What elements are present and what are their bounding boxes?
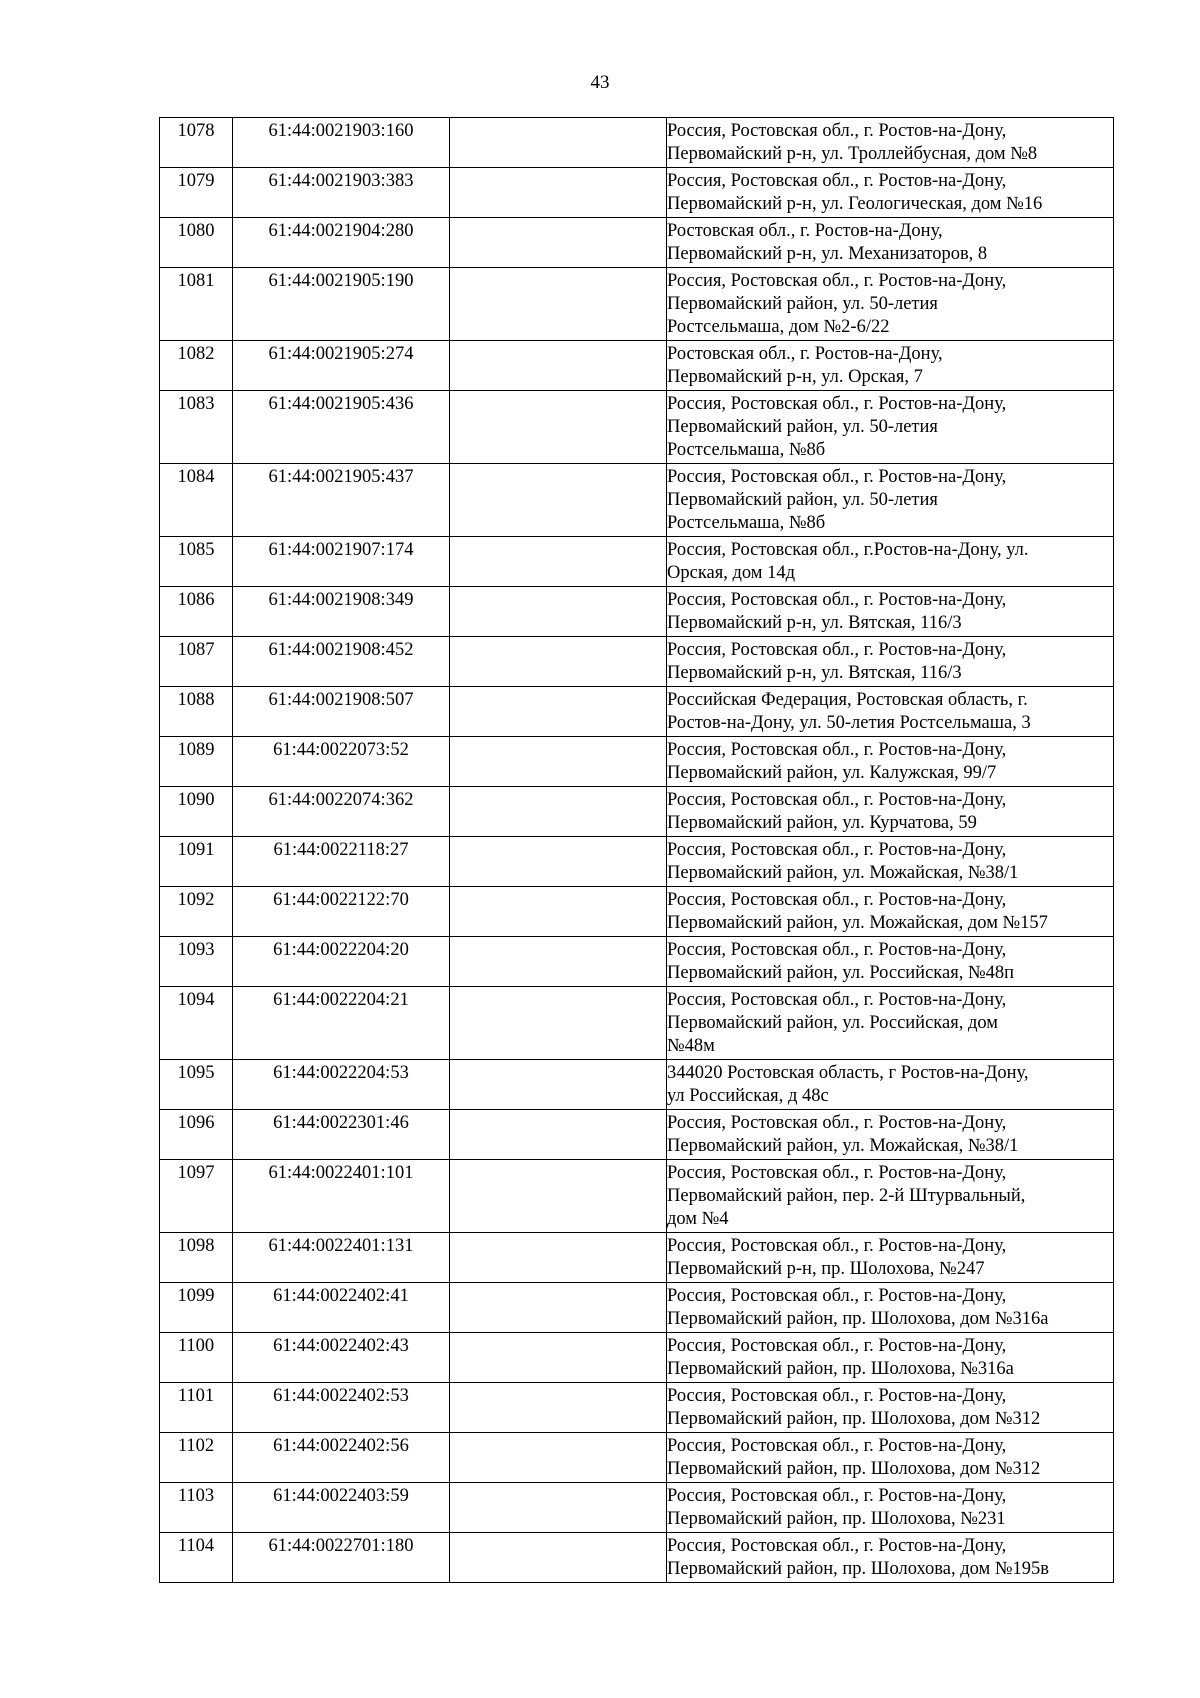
- address-cell: [667, 391, 1114, 464]
- row-number-cell: 1087: [160, 637, 233, 687]
- empty-cell: [450, 687, 667, 737]
- empty-cell: [450, 787, 667, 837]
- row-number-cell: 1080: [160, 218, 233, 268]
- table-row: [160, 1483, 1114, 1533]
- address-cell: [667, 1533, 1114, 1583]
- table-row: [160, 268, 1114, 341]
- cadastral-number-cell: 61:44:0021907:174: [233, 537, 450, 587]
- row-number-cell: 1097: [160, 1160, 233, 1233]
- address-line: Россия, Ростовская обл., г. Ростов-на-Дону,: [667, 1436, 1007, 1456]
- address-cell: [667, 1110, 1114, 1160]
- row-number-cell: 1092: [160, 887, 233, 937]
- cadastral-number-cell: 61:44:0022402:56: [233, 1433, 450, 1483]
- row-number-cell: 1091: [160, 837, 233, 887]
- cadastral-number-cell: 61:44:0022403:59: [233, 1483, 450, 1533]
- address-cell: [667, 268, 1114, 341]
- cadastral-number-cell: 61:44:0021908:507: [233, 687, 450, 737]
- address-line: Российская Федерация, Ростовская область, г.: [667, 690, 1028, 710]
- address-line: Россия, Ростовская обл., г. Ростов-на-Дону,: [667, 740, 1007, 760]
- row-number-cell: 1084: [160, 464, 233, 537]
- address-cell: [667, 464, 1114, 537]
- row-number-cell: 1085: [160, 537, 233, 587]
- empty-cell: [450, 887, 667, 937]
- empty-cell: [450, 1533, 667, 1583]
- address-line: Россия, Ростовская обл., г. Ростов-на-Дону,: [667, 990, 1007, 1010]
- address-line: Россия, Ростовская обл., г. Ростов-на-Дону,: [667, 394, 1007, 414]
- address-line: Первомайский район, ул. Российская, №48п: [667, 963, 1015, 983]
- row-number-cell: 1088: [160, 687, 233, 737]
- address-cell: [667, 341, 1114, 391]
- address-line: Первомайский район, ул. Российская, дом: [667, 1013, 998, 1033]
- address-cell: [667, 687, 1114, 737]
- empty-cell: [450, 637, 667, 687]
- table-row: [160, 1533, 1114, 1583]
- address-line: Ростов-на-Дону, ул. 50-летия Ростсельмаша, 3: [667, 713, 1031, 733]
- cadastral-number-cell: 61:44:0022204:20: [233, 937, 450, 987]
- table-row: [160, 687, 1114, 737]
- table-row: [160, 1160, 1114, 1233]
- empty-cell: [450, 1483, 667, 1533]
- address-cell: [667, 1060, 1114, 1110]
- address-line: Первомайский район, пр. Шолохова, дом №316а: [667, 1309, 1049, 1329]
- address-line: Россия, Ростовская обл., г. Ростов-на-Дону,: [667, 640, 1007, 660]
- row-number-cell: 1083: [160, 391, 233, 464]
- address-cell: [667, 1333, 1114, 1383]
- table-row: [160, 464, 1114, 537]
- empty-cell: [450, 1333, 667, 1383]
- address-line: Россия, Ростовская обл., г. Ростов-на-Дону,: [667, 890, 1007, 910]
- address-cell: [667, 787, 1114, 837]
- address-line: 344020 Ростовская область, г Ростов-на-Дону,: [667, 1063, 1029, 1083]
- cadastral-number-cell: 61:44:0022204:21: [233, 987, 450, 1060]
- address-line: Россия, Ростовская обл., г. Ростов-на-Дону,: [667, 271, 1007, 291]
- address-line: Россия, Ростовская обл., г. Ростов-на-Дону,: [667, 121, 1007, 141]
- address-line: Первомайский р-н, ул. Геологическая, дом №16: [667, 194, 1043, 214]
- address-line: Россия, Ростовская обл., г. Ростов-на-Дону,: [667, 1113, 1007, 1133]
- row-number-cell: 1086: [160, 587, 233, 637]
- table-row: [160, 987, 1114, 1060]
- address-line: Первомайский район, ул. Можайская, дом №157: [667, 913, 1048, 933]
- address-line: Ростсельмаша, №8б: [667, 440, 826, 460]
- address-line: Орская, дом 14д: [667, 563, 796, 583]
- row-number-cell: 1102: [160, 1433, 233, 1483]
- address-cell: [667, 168, 1114, 218]
- row-number-cell: 1096: [160, 1110, 233, 1160]
- empty-cell: [450, 587, 667, 637]
- address-cell: [667, 537, 1114, 587]
- address-line: Первомайский район, ул. Калужская, 99/7: [667, 763, 997, 783]
- empty-cell: [450, 837, 667, 887]
- address-line: Первомайский район, ул. 50-летия: [667, 417, 938, 437]
- cadastral-number-cell: 61:44:0022402:43: [233, 1333, 450, 1383]
- address-line: Россия, Ростовская обл., г.Ростов-на-Дону, ул.: [667, 540, 1029, 560]
- row-number-cell: 1090: [160, 787, 233, 837]
- address-line: Россия, Ростовская обл., г. Ростов-на-Дону,: [667, 790, 1007, 810]
- address-cell: [667, 737, 1114, 787]
- address-line: Россия, Ростовская обл., г. Ростов-на-Дону,: [667, 1236, 1007, 1256]
- row-number-cell: 1082: [160, 341, 233, 391]
- cadastral-number-cell: 61:44:0021908:349: [233, 587, 450, 637]
- empty-cell: [450, 268, 667, 341]
- address-line: Ростовская обл., г. Ростов-на-Дону,: [667, 344, 943, 364]
- address-line: Россия, Ростовская обл., г. Ростов-на-Дону,: [667, 840, 1007, 860]
- table-row: [160, 887, 1114, 937]
- address-line: Россия, Ростовская обл., г. Ростов-на-Дону,: [667, 1286, 1007, 1306]
- row-number-cell: 1078: [160, 118, 233, 168]
- address-line: Первомайский район, ул. Можайская, №38/1: [667, 1136, 1019, 1156]
- empty-cell: [450, 118, 667, 168]
- address-cell: [667, 1433, 1114, 1483]
- table-row: [160, 1060, 1114, 1110]
- table-row: [160, 737, 1114, 787]
- table-row: [160, 1433, 1114, 1483]
- address-line: Первомайский район, пр. Шолохова, №316а: [667, 1359, 1014, 1379]
- address-line: Первомайский район, ул. Курчатова, 59: [667, 813, 977, 833]
- empty-cell: [450, 937, 667, 987]
- address-line: Россия, Ростовская обл., г. Ростов-на-Дону,: [667, 467, 1007, 487]
- cadastral-number-cell: 61:44:0022301:46: [233, 1110, 450, 1160]
- address-line: Первомайский р-н, ул. Вятская, 116/3: [667, 663, 962, 683]
- cadastral-number-cell: 61:44:0022118:27: [233, 837, 450, 887]
- table-row: [160, 837, 1114, 887]
- cadastral-number-cell: 61:44:0021904:280: [233, 218, 450, 268]
- address-line: Первомайский район, пр. Шолохова, дом №312: [667, 1459, 1041, 1479]
- row-number-cell: 1103: [160, 1483, 233, 1533]
- table-row: [160, 391, 1114, 464]
- empty-cell: [450, 1433, 667, 1483]
- address-line: Первомайский р-н, ул. Механизаторов, 8: [667, 244, 988, 264]
- address-line: Россия, Ростовская обл., г. Ростов-на-Дону,: [667, 940, 1007, 960]
- table-row: [160, 1233, 1114, 1283]
- table-row: [160, 787, 1114, 837]
- page-number: 43: [590, 72, 610, 93]
- address-cell: [667, 987, 1114, 1060]
- empty-cell: [450, 1383, 667, 1433]
- address-cell: [667, 218, 1114, 268]
- address-cell: [667, 587, 1114, 637]
- cadastral-number-cell: 61:44:0021905:437: [233, 464, 450, 537]
- address-line: Первомайский район, пр. Шолохова, дом №312: [667, 1409, 1041, 1429]
- address-line: Россия, Ростовская обл., г. Ростов-на-Дону,: [667, 1536, 1007, 1556]
- address-line: дом №4: [667, 1209, 729, 1229]
- address-line: №48м: [667, 1036, 715, 1056]
- row-number-cell: 1094: [160, 987, 233, 1060]
- row-number-cell: 1081: [160, 268, 233, 341]
- empty-cell: [450, 168, 667, 218]
- address-cell: [667, 1233, 1114, 1283]
- empty-cell: [450, 1283, 667, 1333]
- address-cell: [667, 1483, 1114, 1533]
- table-row: [160, 168, 1114, 218]
- cadastral-number-cell: 61:44:0021903:160: [233, 118, 450, 168]
- empty-cell: [450, 1160, 667, 1233]
- address-cell: [667, 1283, 1114, 1333]
- address-line: Ростовская обл., г. Ростов-на-Дону,: [667, 221, 943, 241]
- address-cell: [667, 1383, 1114, 1433]
- address-line: Россия, Ростовская обл., г. Ростов-на-Дону,: [667, 1336, 1007, 1356]
- address-line: Первомайский р-н, ул. Вятская, 116/3: [667, 613, 962, 633]
- address-line: ул Российская, д 48с: [667, 1086, 829, 1106]
- empty-cell: [450, 391, 667, 464]
- cadastral-number-cell: 61:44:0022402:41: [233, 1283, 450, 1333]
- address-line: Первомайский район, ул. 50-летия: [667, 490, 938, 510]
- cadastral-number-cell: 61:44:0022204:53: [233, 1060, 450, 1110]
- cadastral-number-cell: 61:44:0022401:131: [233, 1233, 450, 1283]
- address-cell: [667, 118, 1114, 168]
- table-row: [160, 637, 1114, 687]
- address-line: Россия, Ростовская обл., г. Ростов-на-Дону,: [667, 590, 1007, 610]
- address-line: Россия, Ростовская обл., г. Ростов-на-Дону,: [667, 1486, 1007, 1506]
- empty-cell: [450, 737, 667, 787]
- address-line: Россия, Ростовская обл., г. Ростов-на-Дону,: [667, 1386, 1007, 1406]
- table-row: [160, 1333, 1114, 1383]
- address-line: Ростсельмаша, дом №2-6/22: [667, 317, 890, 337]
- address-cell: [667, 937, 1114, 987]
- address-cell: [667, 1160, 1114, 1233]
- empty-cell: [450, 1110, 667, 1160]
- table-row: [160, 118, 1114, 168]
- table-row: [160, 218, 1114, 268]
- table-row: [160, 587, 1114, 637]
- empty-cell: [450, 341, 667, 391]
- cadastral-number-cell: 61:44:0022402:53: [233, 1383, 450, 1433]
- address-line: Первомайский район, пр. Шолохова, №231: [667, 1509, 1006, 1529]
- row-number-cell: 1079: [160, 168, 233, 218]
- empty-cell: [450, 1233, 667, 1283]
- table-row: [160, 1283, 1114, 1333]
- empty-cell: [450, 218, 667, 268]
- address-line: Первомайский р-н, ул. Орская, 7: [667, 367, 923, 387]
- table-row: [160, 537, 1114, 587]
- cadastral-number-cell: 61:44:0021905:436: [233, 391, 450, 464]
- row-number-cell: 1101: [160, 1383, 233, 1433]
- cadastral-number-cell: 61:44:0021908:452: [233, 637, 450, 687]
- row-number-cell: 1099: [160, 1283, 233, 1333]
- empty-cell: [450, 537, 667, 587]
- address-line: Ростсельмаша, №8б: [667, 513, 826, 533]
- empty-cell: [450, 1060, 667, 1110]
- address-cell: [667, 637, 1114, 687]
- empty-cell: [450, 987, 667, 1060]
- address-line: Первомайский район, ул. 50-летия: [667, 294, 938, 314]
- row-number-cell: 1100: [160, 1333, 233, 1383]
- address-line: Первомайский район, пер. 2-й Штурвальный,: [667, 1186, 1026, 1206]
- address-line: Россия, Ростовская обл., г. Ростов-на-Дону,: [667, 171, 1007, 191]
- cadastral-number-cell: 61:44:0022701:180: [233, 1533, 450, 1583]
- row-number-cell: 1095: [160, 1060, 233, 1110]
- cadastral-number-cell: 61:44:0021905:190: [233, 268, 450, 341]
- table-row: [160, 1110, 1114, 1160]
- row-number-cell: 1089: [160, 737, 233, 787]
- row-number-cell: 1104: [160, 1533, 233, 1583]
- address-cell: [667, 837, 1114, 887]
- registry-table-body: [160, 118, 1114, 1583]
- address-line: Первомайский район, ул. Можайская, №38/1: [667, 863, 1019, 883]
- address-line: Россия, Ростовская обл., г. Ростов-на-Дону,: [667, 1163, 1007, 1183]
- cadastral-number-cell: 61:44:0022073:52: [233, 737, 450, 787]
- cadastral-number-cell: 61:44:0022074:362: [233, 787, 450, 837]
- cadastral-number-cell: 61:44:0022122:70: [233, 887, 450, 937]
- address-line: Первомайский район, пр. Шолохова, дом №195в: [667, 1559, 1050, 1579]
- cadastral-number-cell: 61:44:0021905:274: [233, 341, 450, 391]
- row-number-cell: 1098: [160, 1233, 233, 1283]
- address-line: Первомайский р-н, пр. Шолохова, №247: [667, 1259, 985, 1279]
- empty-cell: [450, 464, 667, 537]
- table-row: [160, 1383, 1114, 1433]
- table-row: [160, 341, 1114, 391]
- address-cell: [667, 887, 1114, 937]
- cadastral-number-cell: 61:44:0021903:383: [233, 168, 450, 218]
- registry-table: [159, 117, 1114, 1583]
- table-row: [160, 937, 1114, 987]
- address-line: Первомайский р-н, ул. Троллейбусная, дом №8: [667, 144, 1038, 164]
- cadastral-number-cell: 61:44:0022401:101: [233, 1160, 450, 1233]
- row-number-cell: 1093: [160, 937, 233, 987]
